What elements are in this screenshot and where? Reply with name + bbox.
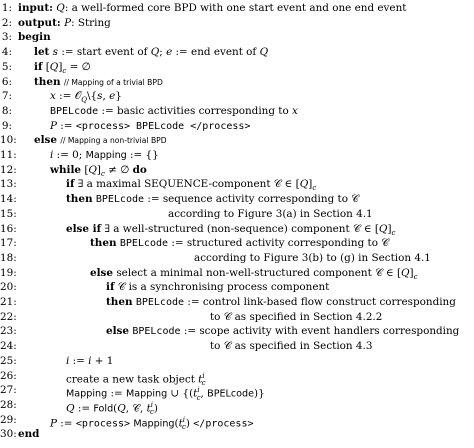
line-code: else select a minimal non-well-structured component 𝒞 ∈ $[Q]_c$ <box>90 266 418 281</box>
line-number: 25: <box>0 354 17 367</box>
line-number: 3: <box>1 31 12 44</box>
algorithm-line <box>0 192 474 206</box>
line-code: if $[Q]_c$ = ∅ <box>34 60 91 75</box>
line-number: 20: <box>0 281 17 294</box>
algorithm-line <box>0 60 474 74</box>
line-number: 10: <box>0 134 17 147</box>
algorithm-line <box>0 104 474 118</box>
line-number: 13: <box>0 178 17 191</box>
line-code: then BPELcode := control link-based flow construct corresponding <box>106 296 456 308</box>
line-code: i := i + 1 <box>66 354 114 367</box>
line-number: 5: <box>1 60 12 73</box>
line-number: 2: <box>1 16 12 29</box>
algorithm-line <box>0 427 474 441</box>
algorithm-line <box>0 413 474 432</box>
line-number: 30: <box>0 428 17 441</box>
line-number: 17: <box>0 237 17 250</box>
algorithm-line <box>0 45 474 59</box>
algorithm-line <box>0 324 474 338</box>
line-code: P := <process> $Mapping(t^i_c)$ </process> <box>50 415 254 432</box>
line-number: 21: <box>0 296 17 308</box>
algorithm-line <box>0 75 474 89</box>
algorithm-line <box>0 207 474 221</box>
line-code: output: P: String <box>18 16 111 29</box>
line-number: 11: <box>0 149 17 161</box>
line-number: 18: <box>0 251 17 264</box>
line-code: begin <box>18 31 51 44</box>
algorithm-line <box>0 1 474 15</box>
line-code: according to Figure 3(b) to (g) in Section 4.1 <box>194 251 431 264</box>
algorithm-line <box>0 398 474 417</box>
algorithm-line <box>0 16 474 30</box>
algorithm-line <box>0 251 474 265</box>
algorithm-line <box>0 310 474 324</box>
line-number: 4: <box>1 46 12 59</box>
line-code: x := 𝒪$_Q$\{s, e} <box>50 90 122 105</box>
line-code: if ∃ a maximal SEQUENCE-component 𝒞 ∈ $[Q]_c$ <box>66 178 317 193</box>
line-number: 8: <box>1 104 12 117</box>
line-number: 22: <box>0 310 17 323</box>
algorithm-line <box>0 339 474 353</box>
line-code: while $[Q]_c$ ≠ ∅ do <box>50 163 147 178</box>
line-number: 19: <box>0 266 17 279</box>
line-code: to 𝒞 as specified in Section 4.2.2 <box>210 310 383 323</box>
algorithm-line <box>0 354 474 368</box>
line-number: 9: <box>1 119 12 132</box>
algorithm-line <box>0 295 474 309</box>
line-code: Mapping := Mapping ∪ {($t^i_c$, BPELcode)} <box>66 386 265 402</box>
line-code: Q := Fold(Q, 𝒞, $t^i_c$) <box>66 400 158 417</box>
line-code: to 𝒞 as specified in Section 4.3 <box>210 340 373 353</box>
line-number: 1: <box>1 2 12 14</box>
algorithm-line <box>0 133 474 147</box>
line-number: 12: <box>0 163 17 176</box>
line-code: end <box>18 428 40 441</box>
algorithm-line <box>0 236 474 250</box>
line-code: P := <process> BPELcode </process> <box>50 119 251 132</box>
algorithm-line <box>0 280 474 294</box>
algorithm-line <box>0 383 474 402</box>
line-number: 26: <box>0 369 17 382</box>
line-number: 28: <box>0 398 17 411</box>
line-code: if 𝒞 is a synchronising process component <box>106 281 330 294</box>
line-code: input: Q: a well-formed core BPD with one start event and one end event <box>18 2 407 14</box>
line-code: else // Mapping a non-trivial BPD <box>34 134 167 147</box>
line-code: then BPELcode := sequence activity corresponding to 𝒞 <box>66 193 359 206</box>
line-number: 15: <box>0 207 17 220</box>
line-code: else if ∃ a well-structured (non-sequence) component 𝒞 ∈ $[Q]_c$ <box>66 222 396 237</box>
line-code: i := 0; Mapping := {} <box>50 149 159 161</box>
line-number: 16: <box>0 222 17 235</box>
line-code: else BPELcode := scope activity with event handlers corresponding <box>106 325 460 338</box>
line-number: 7: <box>1 90 12 103</box>
line-code: then BPELcode := structured activity corresponding to 𝒞 <box>90 237 389 250</box>
line-number: 24: <box>0 340 17 353</box>
algorithm-line <box>0 89 474 103</box>
algorithm-line <box>0 148 474 162</box>
line-code: then // Mapping of a trivial BPD <box>34 75 163 88</box>
algorithm-line <box>0 30 474 44</box>
line-number: 23: <box>0 325 17 338</box>
line-code: create a new task object $t^i_c$ <box>66 371 206 388</box>
algorithm-line <box>0 177 474 191</box>
line-number: 14: <box>0 193 17 206</box>
line-number: 29: <box>0 413 17 426</box>
line-code: according to Figure 3(a) in Section 4.1 <box>168 207 373 220</box>
algorithm-line <box>0 369 474 388</box>
line-number: 6: <box>1 75 12 88</box>
line-code: let s := start event of Q; e := end event of Q <box>34 46 269 59</box>
algorithm-line <box>0 266 474 280</box>
algorithm-line <box>0 222 474 236</box>
line-code: BPELcode := basic activities corresponding to x <box>50 104 298 117</box>
line-number: 27: <box>0 384 17 397</box>
algorithm-line <box>0 119 474 133</box>
algorithm-line <box>0 163 474 177</box>
